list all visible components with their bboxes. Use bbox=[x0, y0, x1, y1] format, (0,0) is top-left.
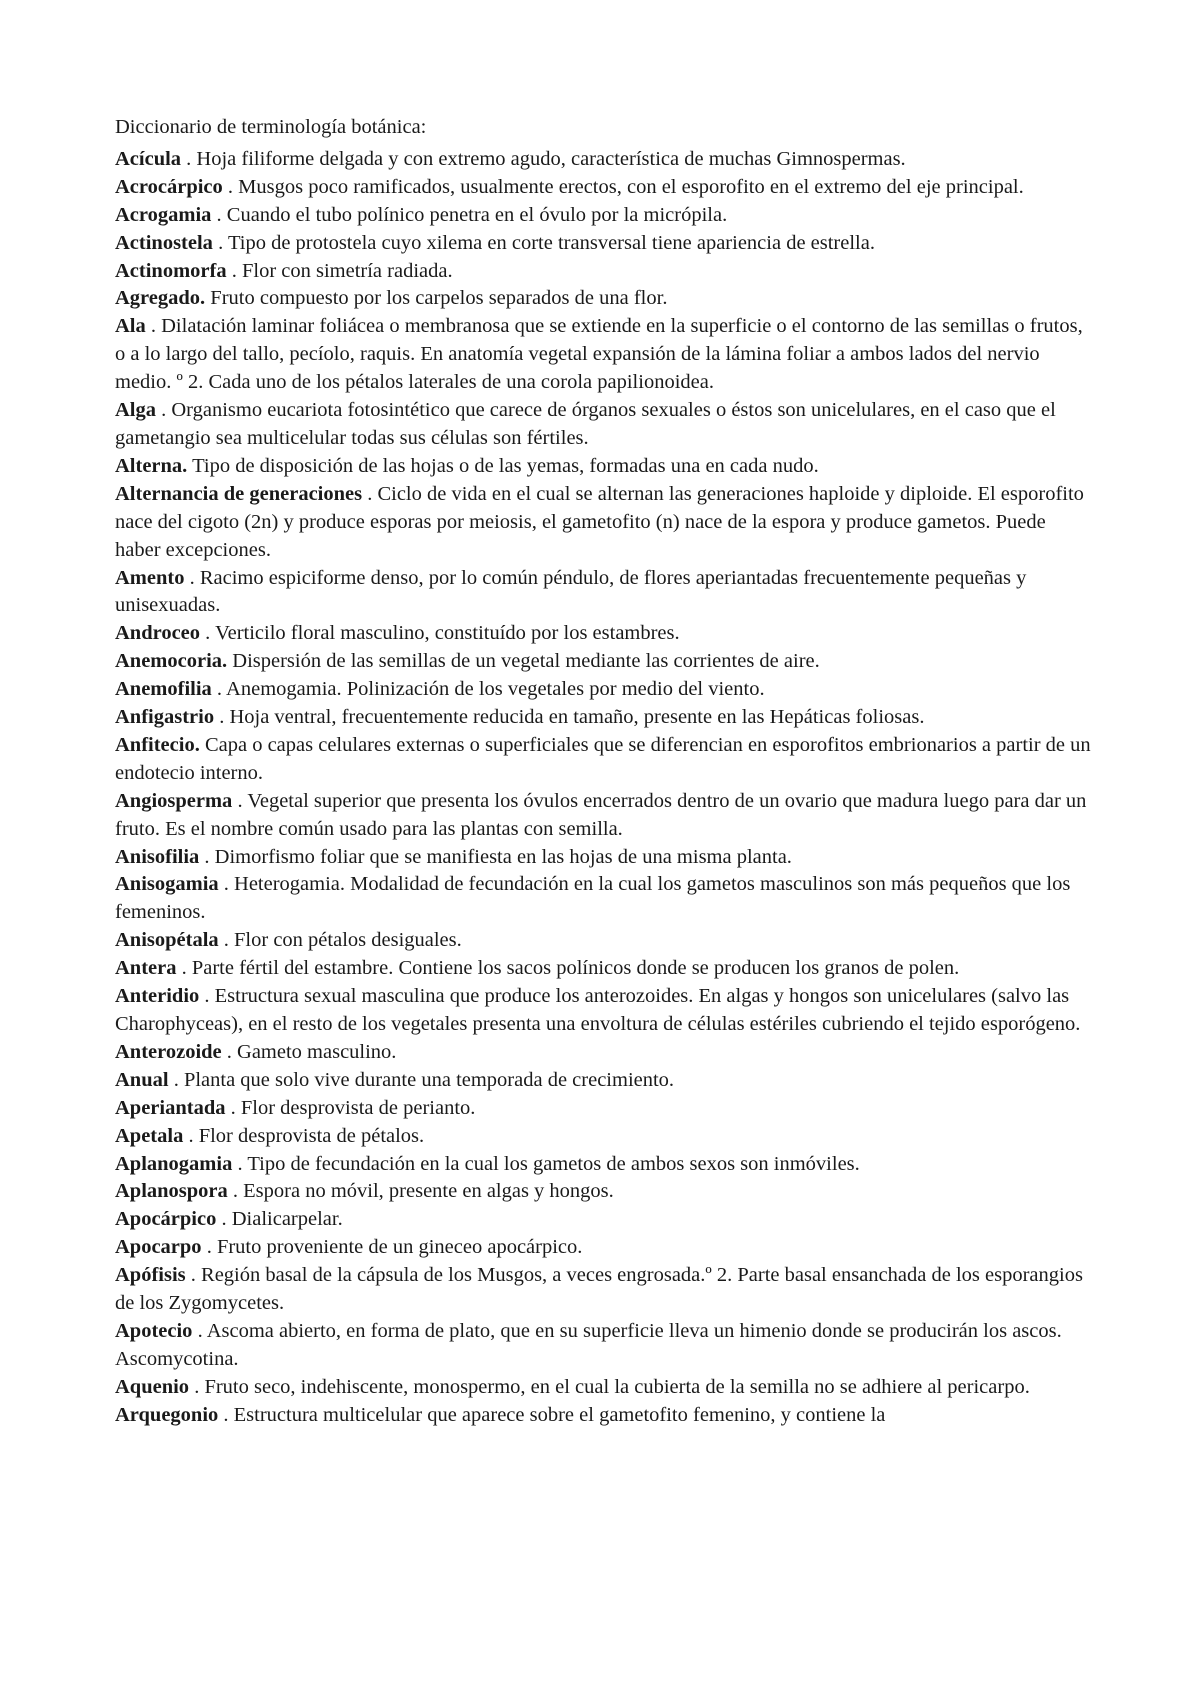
entry-term: Anteridio bbox=[115, 985, 200, 1008]
entry-separator: . bbox=[226, 259, 242, 282]
entry-definition: Hoja filiforme delgada y con extremo agudo, característica de muchas Gimnospermas. bbox=[196, 147, 906, 170]
glossary-entry bbox=[115, 732, 1095, 788]
entry-term: Anisofilia bbox=[115, 845, 200, 868]
glossary-entry bbox=[115, 788, 1095, 844]
entry-term: Aplanospora bbox=[115, 1180, 228, 1203]
glossary-entry bbox=[115, 1206, 1095, 1234]
entry-separator: . bbox=[232, 789, 248, 812]
entry-separator: . bbox=[222, 175, 239, 198]
glossary-entry bbox=[115, 1151, 1095, 1179]
entry-term: Aplanogamia bbox=[115, 1152, 233, 1175]
entry-separator: . bbox=[221, 1040, 238, 1063]
entry-definition: Flor desprovista de perianto. bbox=[240, 1096, 476, 1119]
entry-term: Anemocoria. bbox=[115, 650, 228, 673]
glossary-entry bbox=[115, 844, 1095, 872]
glossary-entry bbox=[115, 676, 1095, 704]
entry-separator: . bbox=[176, 957, 192, 980]
glossary-entry bbox=[115, 927, 1095, 955]
entry-definition: Dispersión de las semillas de un vegetal mediante las corrientes de aire. bbox=[232, 650, 820, 673]
glossary-entry bbox=[115, 704, 1095, 732]
entry-definition: Fruto proveniente de un gineceo apocárpico. bbox=[216, 1236, 583, 1259]
entry-separator: . bbox=[200, 622, 216, 645]
entry-term: Androceo bbox=[115, 622, 201, 645]
glossary-entry bbox=[115, 1178, 1095, 1206]
entry-separator: . bbox=[183, 1124, 199, 1147]
entry-definition: Capa o capas celulares externas o superficiales que se diferencian en esporofitos embrionarios a partir de un endotecio interno. bbox=[115, 733, 1091, 784]
entry-term: Arquegonio bbox=[115, 1403, 219, 1426]
glossary-entry bbox=[115, 648, 1095, 676]
glossary-entry bbox=[115, 202, 1095, 230]
entry-separator: . bbox=[168, 1068, 184, 1091]
entry-term: Amento bbox=[115, 566, 185, 589]
entry-term: Acícula bbox=[115, 147, 182, 170]
glossary-entry bbox=[115, 397, 1095, 453]
entry-separator: . bbox=[232, 1152, 248, 1175]
entry-term: Anual bbox=[115, 1068, 169, 1091]
entry-definition: Ascoma abierto, en forma de plato, que en su superficie lleva un himenio donde se producirán los ascos. Ascomycotina. bbox=[115, 1319, 1062, 1370]
entry-definition: Ciclo de vida en el cual se alternan las generaciones haploide y diploide. El esporofito nace del cigoto (2n) y produce esporas por meiosis, el gametofito (n) nace de la espora y produce gametos. Puede haber excepciones. bbox=[115, 482, 1084, 561]
entry-separator: . bbox=[199, 985, 215, 1008]
entry-separator: . bbox=[189, 1375, 205, 1398]
entry-definition: Flor con simetría radiada. bbox=[241, 259, 453, 282]
entry-term: Apetala bbox=[115, 1124, 184, 1147]
entry-definition: Verticilo floral masculino, constituído por los estambres. bbox=[215, 622, 680, 645]
entry-separator: . bbox=[216, 1208, 232, 1231]
glossary-entry bbox=[115, 481, 1095, 565]
entry-separator: . bbox=[362, 482, 378, 505]
entry-definition: Planta que solo vive durante una temporada de crecimiento. bbox=[183, 1068, 675, 1091]
entry-definition: Dialicarpelar. bbox=[231, 1208, 343, 1231]
document-body bbox=[115, 114, 1095, 1430]
glossary-entry bbox=[115, 1234, 1095, 1262]
entry-term: Agregado. bbox=[115, 287, 206, 310]
glossary-entry bbox=[115, 983, 1095, 1039]
glossary-entry bbox=[115, 1318, 1095, 1374]
glossary-entry bbox=[115, 174, 1095, 202]
entry-term: Apocarpo bbox=[115, 1236, 202, 1259]
glossary-entry bbox=[115, 871, 1095, 927]
entry-definition: Fruto compuesto por los carpelos separados de una flor. bbox=[210, 287, 668, 310]
entry-term: Actinostela bbox=[115, 231, 213, 254]
entry-separator: . bbox=[218, 1403, 234, 1426]
entry-term: Anfigastrio bbox=[115, 706, 215, 729]
glossary-entry bbox=[115, 565, 1095, 621]
entry-term: Anfitecio. bbox=[115, 733, 200, 756]
entry-separator: . bbox=[201, 1236, 217, 1259]
entry-definition: Tipo de fecundación en la cual los gametos de ambos sexos son inmóviles. bbox=[247, 1152, 860, 1175]
entry-separator: . bbox=[225, 1096, 241, 1119]
entry-separator: . bbox=[212, 231, 228, 254]
entry-term: Apotecio bbox=[115, 1319, 193, 1342]
glossary-entry bbox=[115, 146, 1095, 174]
entry-term: Anisogamia bbox=[115, 873, 219, 896]
entry-term: Anterozoide bbox=[115, 1040, 222, 1063]
entry-term: Acrocárpico bbox=[115, 175, 223, 198]
entry-definition: Hoja ventral, frecuentemente reducida en tamaño, presente en las Hepáticas foliosas. bbox=[229, 706, 925, 729]
entry-term: Apocárpico bbox=[115, 1208, 217, 1231]
glossary-entry bbox=[115, 1262, 1095, 1318]
entry-term: Alterna. bbox=[115, 454, 188, 477]
document-title: Diccionario de terminología botánica: bbox=[115, 116, 427, 138]
entry-separator: . bbox=[227, 1180, 244, 1203]
glossary-entry bbox=[115, 620, 1095, 648]
entry-definition: Región basal de la cápsula de los Musgos, a veces engrosada.º 2. Parte basal ensanchada de los esporangios de los Zygomycetes. bbox=[115, 1264, 1083, 1315]
entry-term: Actinomorfa bbox=[115, 259, 227, 282]
entry-separator: . bbox=[181, 147, 197, 170]
entry-definition: Fruto seco, indehiscente, monospermo, en el cual la cubierta de la semilla no se adhiere al pericarpo. bbox=[204, 1375, 1030, 1398]
entry-separator: . bbox=[199, 845, 215, 868]
entry-definition: Dilatación laminar foliácea o membranosa que se extiende en la superficie o el contorno de las semillas o frutos, o a lo largo del tallo, pecíolo, raquis. En anatomía vegetal expansión de la lámina foliar a ambos lados del nervio medio. º 2. Cada uno de los pétalos laterales de una corola papilionoidea. bbox=[115, 315, 1083, 394]
entry-definition: Organismo eucariota fotosintético que carece de órganos sexuales o éstos son unicelulares, en el caso que el gametangio sea multicelular todas sus células son fértiles. bbox=[115, 399, 1056, 449]
glossary-entry bbox=[115, 1123, 1095, 1151]
entry-separator: . bbox=[218, 929, 235, 952]
entry-definition: Espora no móvil, presente en algas y hongos. bbox=[243, 1180, 614, 1203]
entry-separator: . bbox=[218, 873, 235, 896]
entry-definition: Anemogamia. Polinización de los vegetales por medio del viento. bbox=[226, 678, 765, 701]
entry-term: Antera bbox=[115, 957, 177, 980]
entry-definition: Cuando el tubo polínico penetra en el óvulo por la micrópila. bbox=[226, 203, 728, 226]
entry-definition: Musgos poco ramificados, usualmente erectos, con el esporofito en el extremo del eje principal. bbox=[238, 175, 1024, 198]
entry-term: Apófisis bbox=[115, 1264, 186, 1287]
entry-term: Angiosperma bbox=[115, 789, 233, 812]
glossary-entry bbox=[115, 1039, 1095, 1067]
entry-definition: Vegetal superior que presenta los óvulos encerrados dentro de un ovario que madura luego para dar un fruto. Es el nombre común usado para las plantas con semilla. bbox=[115, 789, 1087, 840]
entry-separator: . bbox=[184, 566, 200, 589]
entry-separator: . bbox=[211, 678, 227, 701]
glossary-entry bbox=[115, 1095, 1095, 1123]
glossary-entry bbox=[115, 1067, 1095, 1095]
entry-definition: Gameto masculino. bbox=[237, 1040, 397, 1063]
entry-separator: . bbox=[192, 1319, 207, 1342]
entry-definition: Tipo de disposición de las hojas o de las yemas, formadas una en cada nudo. bbox=[192, 454, 819, 477]
glossary-entry bbox=[115, 1402, 1095, 1430]
glossary-entry bbox=[115, 453, 1095, 481]
entry-term: Anisopétala bbox=[115, 929, 219, 952]
glossary-entry bbox=[115, 285, 1095, 313]
entry-separator: . bbox=[145, 315, 162, 338]
entry-definition: Flor con pétalos desiguales. bbox=[234, 929, 462, 952]
entry-separator: . bbox=[214, 706, 230, 729]
glossary-entries bbox=[115, 146, 1095, 1430]
entry-term: Ala bbox=[115, 315, 146, 338]
entry-definition: Estructura multicelular que aparece sobre el gametofito femenino, y contiene la bbox=[233, 1403, 886, 1426]
entry-term: Alga bbox=[115, 399, 156, 422]
entry-term: Aquenio bbox=[115, 1375, 190, 1398]
entry-definition: Tipo de protostela cuyo xilema en corte transversal tiene apariencia de estrella. bbox=[227, 231, 875, 254]
glossary-entry bbox=[115, 258, 1095, 286]
glossary-entry bbox=[115, 313, 1095, 397]
entry-definition: Parte fértil del estambre. Contiene los sacos polínicos donde se producen los granos de polen. bbox=[191, 957, 960, 980]
glossary-entry bbox=[115, 955, 1095, 983]
entry-definition: Estructura sexual masculina que produce los anterozoides. En algas y hongos son unicelulares (salvo las Charophyceas), en el resto de los vegetales presenta una envoltura de células estériles cubriendo el tejido esporógeno. bbox=[115, 985, 1081, 1035]
entry-definition: Racimo espiciforme denso, por lo común péndulo, de flores aperiantadas frecuentemente pequeñas y unisexuadas. bbox=[115, 566, 1027, 617]
entry-separator: . bbox=[185, 1264, 202, 1287]
entry-term: Alternancia de generaciones bbox=[115, 482, 363, 505]
glossary-entry bbox=[115, 1374, 1095, 1402]
entry-definition: Heterogamia. Modalidad de fecundación en la cual los gametos masculinos son más pequeños que los femeninos. bbox=[115, 873, 1071, 924]
entry-definition: Dimorfismo foliar que se manifiesta en las hojas de una misma planta. bbox=[214, 845, 792, 868]
entry-definition: Flor desprovista de pétalos. bbox=[198, 1124, 425, 1147]
entry-separator: . bbox=[211, 203, 227, 226]
entry-term: Anemofilia bbox=[115, 678, 212, 701]
entry-term: Aperiantada bbox=[115, 1096, 226, 1119]
entry-separator: . bbox=[156, 399, 172, 422]
entry-term: Acrogamia bbox=[115, 203, 212, 226]
glossary-entry bbox=[115, 230, 1095, 258]
